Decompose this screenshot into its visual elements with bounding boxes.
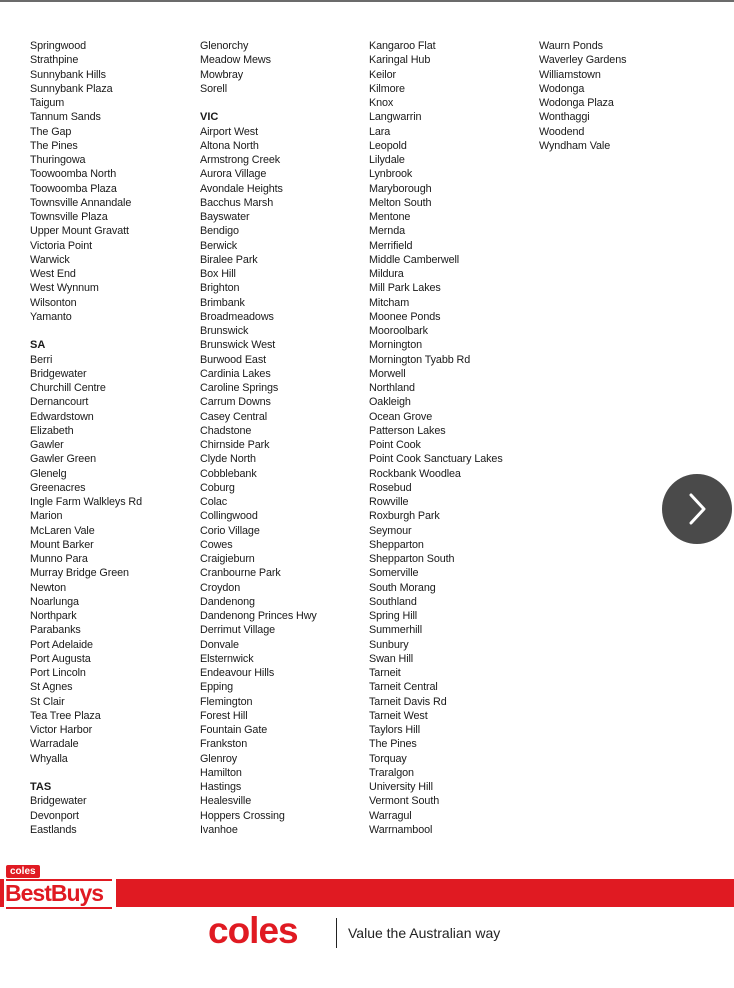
store-name: Bacchus Marsh [200,196,274,209]
store-name: Sunbury [369,638,409,651]
store-name: Elsternwick [200,652,254,665]
state-heading: TAS [30,781,52,793]
store-name: St Agnes [30,681,73,694]
store-name: Port Augusta [30,652,91,665]
store-name: University Hill [369,781,433,793]
store-name: St Clair [30,695,65,708]
store-name: Mowbray [200,68,244,81]
store-name: Churchill Centre [30,382,106,394]
store-name: Healesville [200,795,252,808]
store-name: Biralee Park [200,253,258,266]
store-name: Victoria Point [30,239,93,252]
store-name: Airport West [200,125,258,138]
store-name: Dandenong Princes Hwy [200,610,317,622]
store-name: Seymour [369,524,412,537]
store-name: Tarneit Davis Rd [369,695,447,708]
store-name: Strathpine [30,54,79,67]
store-name: Taylors Hill [369,724,420,736]
store-name: Warrnambool [369,823,433,836]
store-name: Sunnybank Hills [30,68,106,81]
store-name: Gawler Green [30,453,97,466]
store-name: Wodonga Plaza [539,97,614,109]
store-name: Cobblebank [200,467,257,480]
store-name: Bendigo [200,225,239,238]
store-name: Tea Tree Plaza [30,709,101,722]
store-name: Maryborough [369,182,432,195]
store-name: Croydon [200,581,241,594]
store-name: Shepparton [369,538,424,551]
store-name: The Pines [369,738,417,751]
store-name: Hamilton [200,766,242,779]
store-name: Eastlands [30,823,77,836]
store-name: Warragul [369,809,412,822]
store-name: Tarneit West [369,709,428,722]
store-name: Lilydale [369,154,405,166]
store-name: Chirnside Park [200,439,270,451]
store-name: Langwarrin [369,111,422,124]
store-name: Wonthaggi [539,111,590,124]
store-name: Whyalla [30,752,68,765]
store-name: Traralgon [369,766,414,779]
store-name: Broadmeadows [200,310,274,323]
store-name: Roxburgh Park [369,510,440,523]
store-name: Merrifield [369,239,413,252]
store-name: Melton South [369,196,432,209]
store-name: The Pines [30,139,78,152]
store-name: Ivanhoe [200,823,238,836]
next-page-button[interactable] [662,474,732,544]
store-name: Chadstone [200,424,252,437]
store-name: Burwood East [200,353,267,366]
store-name: Rosebud [369,481,412,494]
store-list-column-1 [30,39,200,837]
store-name: Glenorchy [200,40,249,52]
store-name: Brighton [200,282,240,295]
store-name: Glenroy [200,752,238,765]
store-name: Donvale [200,638,239,651]
store-name: Glenelg [30,467,67,480]
store-name: Elizabeth [30,424,74,437]
store-name: Rockbank Woodlea [369,467,461,480]
store-name: Northpark [30,610,77,622]
store-name: Lara [369,125,391,138]
store-name: Sorell [200,82,228,95]
store-name: Springwood [30,40,87,52]
store-name: Morwell [369,367,406,380]
store-name: Newton [30,581,67,594]
store-name: Keilor [369,68,397,81]
state-heading: SA [30,339,46,352]
store-name: Bayswater [200,211,250,223]
store-name: Avondale Heights [200,182,283,195]
store-name: Victor Harbor [30,724,93,736]
store-name: Port Lincoln [30,667,86,679]
store-name: Southland [369,595,417,608]
store-name: Meadow Mews [200,54,271,67]
store-name: Toowoomba North [30,168,117,181]
store-name: Box Hill [200,268,236,280]
store-name: Wodonga [539,82,585,95]
store-name: Spring Hill [369,610,418,622]
store-name: Waurn Ponds [539,40,603,52]
store-name: Mornington [369,339,423,352]
store-name: Tannum Sands [30,111,101,124]
chevron-right-icon [682,489,712,529]
store-name: Altona North [200,139,259,152]
store-name: Parabanks [30,624,81,637]
store-list-column-2 [200,39,370,837]
tagline: Value the Australian way [348,925,501,941]
store-name: Endeavour Hills [200,667,275,679]
store-name: West End [30,268,76,280]
store-name: McLaren Vale [30,524,95,537]
section-gap [30,324,200,338]
store-name: Rowville [369,496,409,508]
store-name: Taigum [30,97,65,109]
store-name: Sunnybank Plaza [30,82,113,95]
store-name: Ingle Farm Walkleys Rd [30,496,142,508]
store-name: Fountain Gate [200,724,268,736]
store-name: Ocean Grove [369,410,433,423]
store-name: Shepparton South [369,553,455,565]
store-name: Mentone [369,211,411,223]
store-name: Mildura [369,268,404,280]
bestbuys-logo [4,863,116,913]
store-name: Oakleigh [369,396,411,409]
store-name: Upper Mount Gravatt [30,225,129,238]
state-heading: VIC [200,111,219,124]
store-name: Caroline Springs [200,382,279,394]
store-name: Townsville Plaza [30,211,108,223]
store-name: Devonport [30,809,79,822]
store-name: Dernancourt [30,396,89,409]
store-name: Warradale [30,738,79,751]
store-name: Edwardstown [30,410,94,423]
store-name: Corio Village [200,524,260,537]
store-name: Swan Hill [369,652,414,665]
store-name: Northland [369,382,415,394]
bestbuys-bottom-rule [6,907,112,909]
store-name: Cowes [200,538,233,551]
store-name: Cardinia Lakes [200,367,271,380]
store-name: Toowoomba Plaza [30,182,117,195]
store-name: Mitcham [369,296,410,309]
store-name: Kilmore [369,82,405,95]
store-name: Moonee Ponds [369,310,441,323]
bestbuys-coles-tag: coles [6,865,40,878]
store-name: West Wynnum [30,282,99,295]
store-name: Frankston [200,738,248,751]
store-name: Mernda [369,225,406,238]
store-name: Craigieburn [200,553,255,565]
store-name: Wilsonton [30,296,77,309]
store-name: Berri [30,353,53,366]
store-name: Knox [369,97,394,109]
store-name: Collingwood [200,510,258,523]
store-name: Derrimut Village [200,624,276,637]
store-name: The Gap [30,125,72,138]
store-name: Marion [30,510,63,523]
store-name: Wyndham Vale [539,139,611,152]
store-name: Greenacres [30,481,86,494]
store-name: Hoppers Crossing [200,809,285,822]
store-name: Mill Park Lakes [369,282,441,295]
store-name: Berwick [200,239,238,252]
coles-logo: coles [208,910,298,951]
store-name: Hastings [200,781,242,793]
store-list-column-4 [539,39,709,153]
store-name: Tarneit [369,667,401,679]
store-name: Tarneit Central [369,681,438,694]
store-name: Brimbank [200,296,245,309]
store-name: Woodend [539,125,585,138]
store-name: Summerhill [369,624,422,637]
store-name: Coburg [200,481,235,494]
store-name: Mount Barker [30,538,94,551]
store-name: Mooroolbark [369,325,428,337]
store-name: Armstrong Creek [200,154,281,166]
store-name: Brunswick West [200,339,276,352]
store-name: Dandenong [200,595,255,608]
store-name: Patterson Lakes [369,424,446,437]
store-name: Point Cook [369,439,421,451]
store-name: Gawler [30,439,64,451]
store-name: Colac [200,496,228,508]
store-name: Epping [200,681,234,694]
store-name: Casey Central [200,410,268,423]
store-name: Bridgewater [30,795,87,808]
store-name: Vermont South [369,795,440,808]
store-name: Flemington [200,695,253,708]
store-name: Karingal Hub [369,54,431,67]
top-border [0,0,734,2]
store-name: Waverley Gardens [539,54,627,67]
store-list-column-3 [369,39,539,837]
logo-divider [336,918,337,948]
store-name: South Morang [369,581,436,594]
store-name: Kangaroo Flat [369,40,436,52]
store-name: Middle Camberwell [369,253,460,266]
store-name: Mornington Tyabb Rd [369,353,471,366]
store-name: Brunswick [200,325,249,337]
store-name: Somerville [369,567,419,580]
store-name: Point Cook Sanctuary Lakes [369,453,503,466]
store-name: Warwick [30,253,70,266]
store-name: Cranbourne Park [200,567,281,580]
store-name: Murray Bridge Green [30,567,129,580]
store-name: Clyde North [200,453,256,466]
store-name: Carrum Downs [200,396,271,409]
store-name: Noarlunga [30,595,79,608]
store-name: Aurora Village [200,168,267,181]
store-name: Townsville Annandale [30,196,132,209]
store-name: Lynbrook [369,168,413,181]
section-gap [30,766,200,780]
store-name: Forest Hill [200,709,248,722]
store-name: Munno Para [30,553,88,565]
store-name: Leopold [369,139,407,152]
store-name: Yamanto [30,310,72,323]
bestbuys-text: BestBuys [5,880,104,906]
store-name: Port Adelaide [30,638,93,651]
section-gap [200,96,370,110]
store-name: Williamstown [539,68,601,81]
store-name: Bridgewater [30,367,87,380]
store-name: Torquay [369,752,407,765]
store-name: Thuringowa [30,154,86,166]
